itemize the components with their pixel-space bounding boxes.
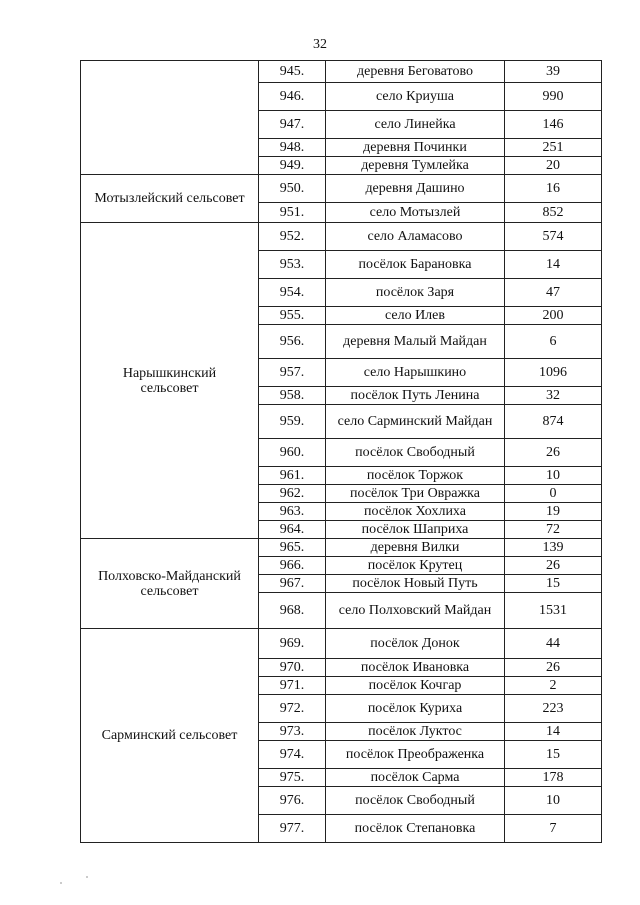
population: 26 bbox=[505, 659, 602, 677]
row-number: 962. bbox=[259, 485, 326, 503]
settlement-name: посёлок Барановка bbox=[326, 251, 505, 279]
table-row bbox=[81, 539, 602, 557]
row-number: 957. bbox=[259, 359, 326, 387]
population: 874 bbox=[505, 405, 602, 439]
population: 178 bbox=[505, 769, 602, 787]
population: 574 bbox=[505, 223, 602, 251]
population: 1531 bbox=[505, 593, 602, 629]
settlement-name: посёлок Луктос bbox=[326, 723, 505, 741]
row-number: 951. bbox=[259, 203, 326, 223]
row-number: 956. bbox=[259, 325, 326, 359]
row-number: 975. bbox=[259, 769, 326, 787]
settlement-name: село Аламасово bbox=[326, 223, 505, 251]
settlement-name: деревня Тумлейка bbox=[326, 157, 505, 175]
row-number: 948. bbox=[259, 139, 326, 157]
row-number: 976. bbox=[259, 787, 326, 815]
row-number: 970. bbox=[259, 659, 326, 677]
row-number: 947. bbox=[259, 111, 326, 139]
district-cell: Нарышкинский сельсовет bbox=[81, 223, 259, 539]
district-cell: Сарминский сельсовет bbox=[81, 629, 259, 843]
district-cell: Полховско-Майданский сельсовет bbox=[81, 539, 259, 629]
population: 223 bbox=[505, 695, 602, 723]
row-number: 966. bbox=[259, 557, 326, 575]
population: 16 bbox=[505, 175, 602, 203]
population: 32 bbox=[505, 387, 602, 405]
row-number: 977. bbox=[259, 815, 326, 843]
settlement-name: посёлок Новый Путь bbox=[326, 575, 505, 593]
district-cell bbox=[81, 61, 259, 175]
row-number: 971. bbox=[259, 677, 326, 695]
population: 47 bbox=[505, 279, 602, 307]
settlement-name: посёлок Кочгар bbox=[326, 677, 505, 695]
settlement-name: посёлок Крутец bbox=[326, 557, 505, 575]
settlement-name: село Полховский Майдан bbox=[326, 593, 505, 629]
population: 72 bbox=[505, 521, 602, 539]
population: 990 bbox=[505, 83, 602, 111]
row-number: 949. bbox=[259, 157, 326, 175]
settlement-name: посёлок Заря bbox=[326, 279, 505, 307]
row-number: 965. bbox=[259, 539, 326, 557]
row-number: 950. bbox=[259, 175, 326, 203]
table-row bbox=[81, 175, 602, 203]
row-number: 974. bbox=[259, 741, 326, 769]
population: 10 bbox=[505, 787, 602, 815]
row-number: 945. bbox=[259, 61, 326, 83]
row-number: 954. bbox=[259, 279, 326, 307]
settlement-name: деревня Беговатово bbox=[326, 61, 505, 83]
population: 20 bbox=[505, 157, 602, 175]
page-number: 32 bbox=[313, 37, 327, 52]
population: 251 bbox=[505, 139, 602, 157]
population: 14 bbox=[505, 723, 602, 741]
settlement-name: посёлок Хохлиха bbox=[326, 503, 505, 521]
table-row bbox=[81, 629, 602, 659]
row-number: 952. bbox=[259, 223, 326, 251]
settlement-name: посёлок Шаприха bbox=[326, 521, 505, 539]
row-number: 973. bbox=[259, 723, 326, 741]
settlement-name: посёлок Свободный bbox=[326, 787, 505, 815]
population: 26 bbox=[505, 557, 602, 575]
scan-speck bbox=[86, 876, 88, 878]
settlement-name: деревня Починки bbox=[326, 139, 505, 157]
population: 146 bbox=[505, 111, 602, 139]
row-number: 969. bbox=[259, 629, 326, 659]
population: 139 bbox=[505, 539, 602, 557]
population: 15 bbox=[505, 575, 602, 593]
settlement-name: посёлок Торжок bbox=[326, 467, 505, 485]
row-number: 955. bbox=[259, 307, 326, 325]
row-number: 960. bbox=[259, 439, 326, 467]
population: 10 bbox=[505, 467, 602, 485]
settlement-name: посёлок Сарма bbox=[326, 769, 505, 787]
settlement-name: село Сарминский Майдан bbox=[326, 405, 505, 439]
district-cell: Мотызлейский сельсовет bbox=[81, 175, 259, 223]
settlement-name: посёлок Степановка bbox=[326, 815, 505, 843]
row-number: 958. bbox=[259, 387, 326, 405]
population: 26 bbox=[505, 439, 602, 467]
table-row bbox=[81, 61, 602, 83]
settlement-name: деревня Вилки bbox=[326, 539, 505, 557]
settlement-name: село Илев bbox=[326, 307, 505, 325]
population: 2 bbox=[505, 677, 602, 695]
row-number: 967. bbox=[259, 575, 326, 593]
row-number: 946. bbox=[259, 83, 326, 111]
population: 39 bbox=[505, 61, 602, 83]
row-number: 961. bbox=[259, 467, 326, 485]
row-number: 972. bbox=[259, 695, 326, 723]
row-number: 968. bbox=[259, 593, 326, 629]
settlement-name: посёлок Путь Ленина bbox=[326, 387, 505, 405]
settlement-name: посёлок Куриха bbox=[326, 695, 505, 723]
population: 14 bbox=[505, 251, 602, 279]
population: 852 bbox=[505, 203, 602, 223]
population: 0 bbox=[505, 485, 602, 503]
population: 7 bbox=[505, 815, 602, 843]
population: 44 bbox=[505, 629, 602, 659]
settlement-name: село Нарышкино bbox=[326, 359, 505, 387]
settlement-name: деревня Малый Майдан bbox=[326, 325, 505, 359]
settlements-table bbox=[80, 60, 602, 843]
row-number: 953. bbox=[259, 251, 326, 279]
population: 15 bbox=[505, 741, 602, 769]
population: 200 bbox=[505, 307, 602, 325]
row-number: 964. bbox=[259, 521, 326, 539]
settlement-name: посёлок Преображенка bbox=[326, 741, 505, 769]
settlement-name: посёлок Донок bbox=[326, 629, 505, 659]
population: 1096 bbox=[505, 359, 602, 387]
scan-speck bbox=[60, 882, 62, 884]
settlement-name: село Линейка bbox=[326, 111, 505, 139]
settlement-name: село Мотызлей bbox=[326, 203, 505, 223]
table-row bbox=[81, 223, 602, 251]
population: 6 bbox=[505, 325, 602, 359]
settlement-name: деревня Дашино bbox=[326, 175, 505, 203]
settlement-name: посёлок Ивановка bbox=[326, 659, 505, 677]
row-number: 963. bbox=[259, 503, 326, 521]
settlement-name: посёлок Свободный bbox=[326, 439, 505, 467]
population: 19 bbox=[505, 503, 602, 521]
settlement-name: посёлок Три Овражка bbox=[326, 485, 505, 503]
settlement-name: село Криуша bbox=[326, 83, 505, 111]
row-number: 959. bbox=[259, 405, 326, 439]
